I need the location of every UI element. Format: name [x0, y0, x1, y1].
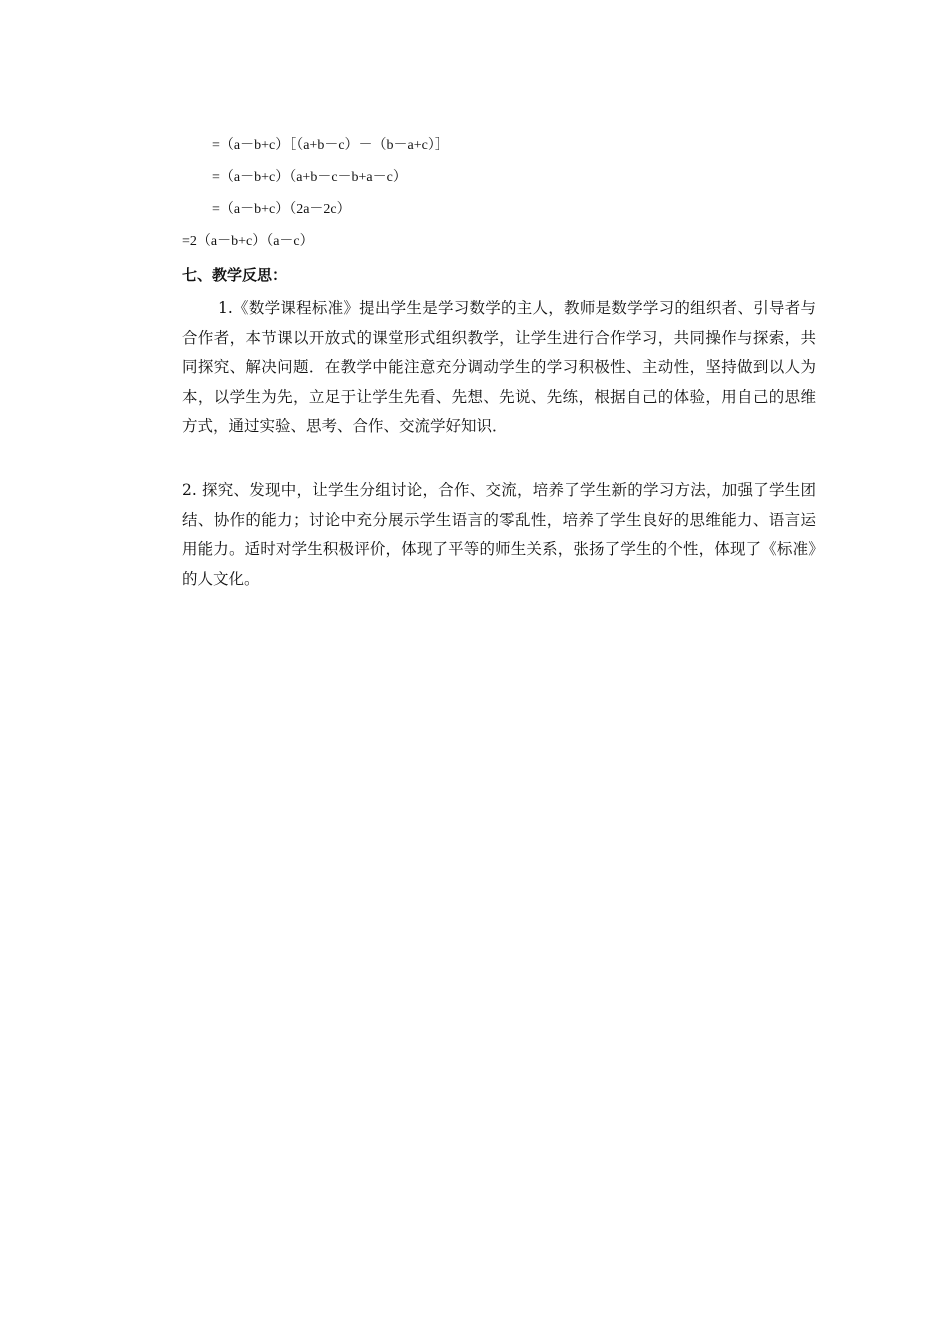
paragraph-2: 2. 探究、发现中，让学生分组讨论，合作、交流，培养了学生新的学习方法，加强了学生团结、协作的能力；讨论中充分展示学生语言的零乱性，培养了学生良好的思维能力、语言运用能力。适时对学生积极评价，体现了平等的师生关系，张扬了学生的个性，体现了《标准》的人文化。	[182, 481, 816, 588]
equation-line-1: =（a－b+c）［（a+b－c）－（b－a+c）］	[212, 138, 449, 153]
equation-line-3: =（a－b+c）（2a－2c）	[212, 202, 351, 217]
paragraph-1: 1.《数学课程标准》提出学生是学习数学的主人，教师是数学学习的组织者、引导者与合作者，本节课以开放式的课堂形式组织教学，让学生进行合作学习，共同操作与探索，共同探究、解决问题．在教学中能注意充分调动学生的学习积极性、主动性，坚持做到以人为本，以学生为先，立足于让学生先看、先想、先说、先练，根据自己的体验，用自己的思维方式，通过实验、思考、合作、交流学好知识．	[182, 299, 816, 435]
section-heading: 七、教学反思：	[182, 266, 288, 284]
equation-line-4: =2（a－b+c）（a－c）	[182, 234, 314, 249]
equation-line-2: =（a－b+c）（a+b－c－b+a－c）	[212, 170, 407, 185]
